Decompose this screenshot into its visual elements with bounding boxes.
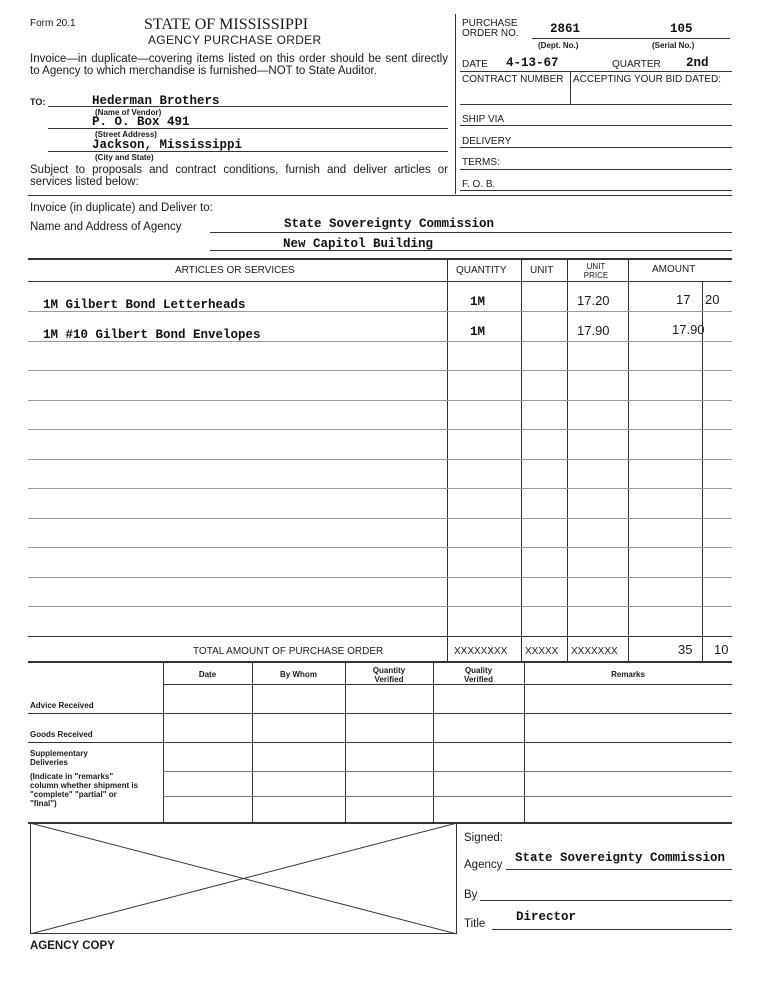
agency-address: New Capitol Building	[283, 237, 434, 251]
crossed-out-box	[30, 823, 457, 934]
amount-header: AMOUNT	[652, 264, 696, 275]
po-label: PURCHASE ORDER NO.	[462, 18, 519, 39]
po-number: 2861	[550, 22, 581, 36]
contract-number-label: CONTRACT NUMBER	[462, 74, 564, 85]
ship-via-label: SHIP VIA	[462, 114, 505, 125]
item-amount-dollars: 17	[676, 292, 691, 307]
total-mask-quantity: XXXXXXXX	[454, 646, 508, 657]
state-title: STATE OF MISSISSIPPI	[144, 16, 309, 33]
item-quantity: 1M	[470, 325, 486, 339]
item-unit-price: 17.20	[577, 293, 610, 308]
total-label: TOTAL AMOUNT OF PURCHASE ORDER	[193, 646, 384, 657]
vendor-name-label: (Name of Vendor)	[95, 108, 162, 117]
quarter-value: 2nd	[686, 56, 709, 70]
item-article: 1M #10 Gilbert Bond Envelopes	[43, 328, 261, 342]
total-mask-unit: XXXXX	[525, 646, 559, 657]
total-amount-dollars: 35	[678, 642, 693, 657]
date-label: DATE	[462, 59, 488, 70]
signature-title-label: Title	[464, 918, 486, 930]
form-number: Form 20.1	[30, 18, 76, 29]
unit-header: UNIT	[530, 265, 554, 276]
street-address-label: (Street Address)	[95, 130, 157, 139]
to-label: TO:	[30, 97, 46, 107]
accepting-bid-label: ACCEPTING YOUR BID DATED:	[573, 74, 721, 85]
receipt-quality-verified-header: Quality Verified	[464, 666, 493, 684]
signature-agency-label: Agency	[464, 859, 503, 871]
total-mask-price: XXXXXXX	[571, 646, 618, 657]
receipt-date-header: Date	[198, 670, 217, 679]
form-title: AGENCY PURCHASE ORDER	[148, 33, 322, 47]
agency-name: State Sovereignty Commission	[284, 217, 495, 231]
quarter-label: QUARTER	[612, 59, 661, 70]
dept-label: (Dept. No.)	[538, 41, 579, 50]
receipt-by-whom-header: By Whom	[280, 670, 317, 679]
unit-price-header: UNIT PRICE	[583, 262, 609, 280]
signed-label: Signed:	[464, 832, 504, 844]
signature-agency: State Sovereignty Commission	[515, 851, 726, 865]
agency-copy-label: AGENCY COPY	[30, 940, 115, 952]
receipt-remarks-header: Remarks	[611, 670, 645, 679]
receipt-quantity-verified-header: Quantity Verified	[372, 666, 406, 684]
invoice-deliver-label: Invoice (in duplicate) and Deliver to:	[30, 202, 213, 214]
city-state-label: (City and State)	[95, 153, 154, 162]
remarks-instructions: (Indicate in "remarks" column whether shipment is "complete" "partial" or "final")	[30, 772, 139, 808]
signature-by-label: By	[464, 889, 478, 901]
serial-number: 105	[670, 22, 693, 36]
subject-text: Subject to proposals and contract conditions, furnish and deliver articles or services listed below:	[30, 164, 448, 188]
vendor-city: Jackson, Mississippi	[92, 138, 243, 152]
fob-label: F. O. B.	[462, 179, 496, 190]
agency-name-label: Name and Address of Agency	[30, 221, 182, 233]
item-amount-dollars: 17.90	[672, 322, 705, 337]
total-amount-cents: 10	[714, 642, 729, 657]
advice-received-label: Advice Received	[30, 701, 94, 710]
serial-label: (Serial No.)	[652, 41, 695, 50]
delivery-label: DELIVERY	[462, 136, 512, 147]
item-unit-price: 17.90	[577, 323, 610, 338]
vendor-name: Hederman Brothers	[92, 94, 220, 108]
item-article: 1M Gilbert Bond Letterheads	[43, 298, 246, 312]
invoice-instructions: Invoice—in duplicate—covering items listed on this order should be sent directly to Agency to which merchandise is furnished—NOT to State Auditor.	[30, 53, 448, 77]
vendor-street: P. O. Box 491	[92, 115, 190, 129]
articles-header: ARTICLES OR SERVICES	[175, 265, 295, 276]
quantity-header: QUANTITY	[456, 265, 507, 276]
item-amount-cents: 20	[705, 292, 720, 307]
terms-label: TERMS:	[462, 157, 500, 168]
item-quantity: 1M	[470, 295, 486, 309]
signature-title: Director	[516, 910, 577, 924]
goods-received-label: Goods Received	[30, 730, 93, 739]
order-date: 4-13-67	[506, 56, 559, 70]
supplementary-deliveries-label: Supplementary Deliveries	[30, 749, 88, 767]
